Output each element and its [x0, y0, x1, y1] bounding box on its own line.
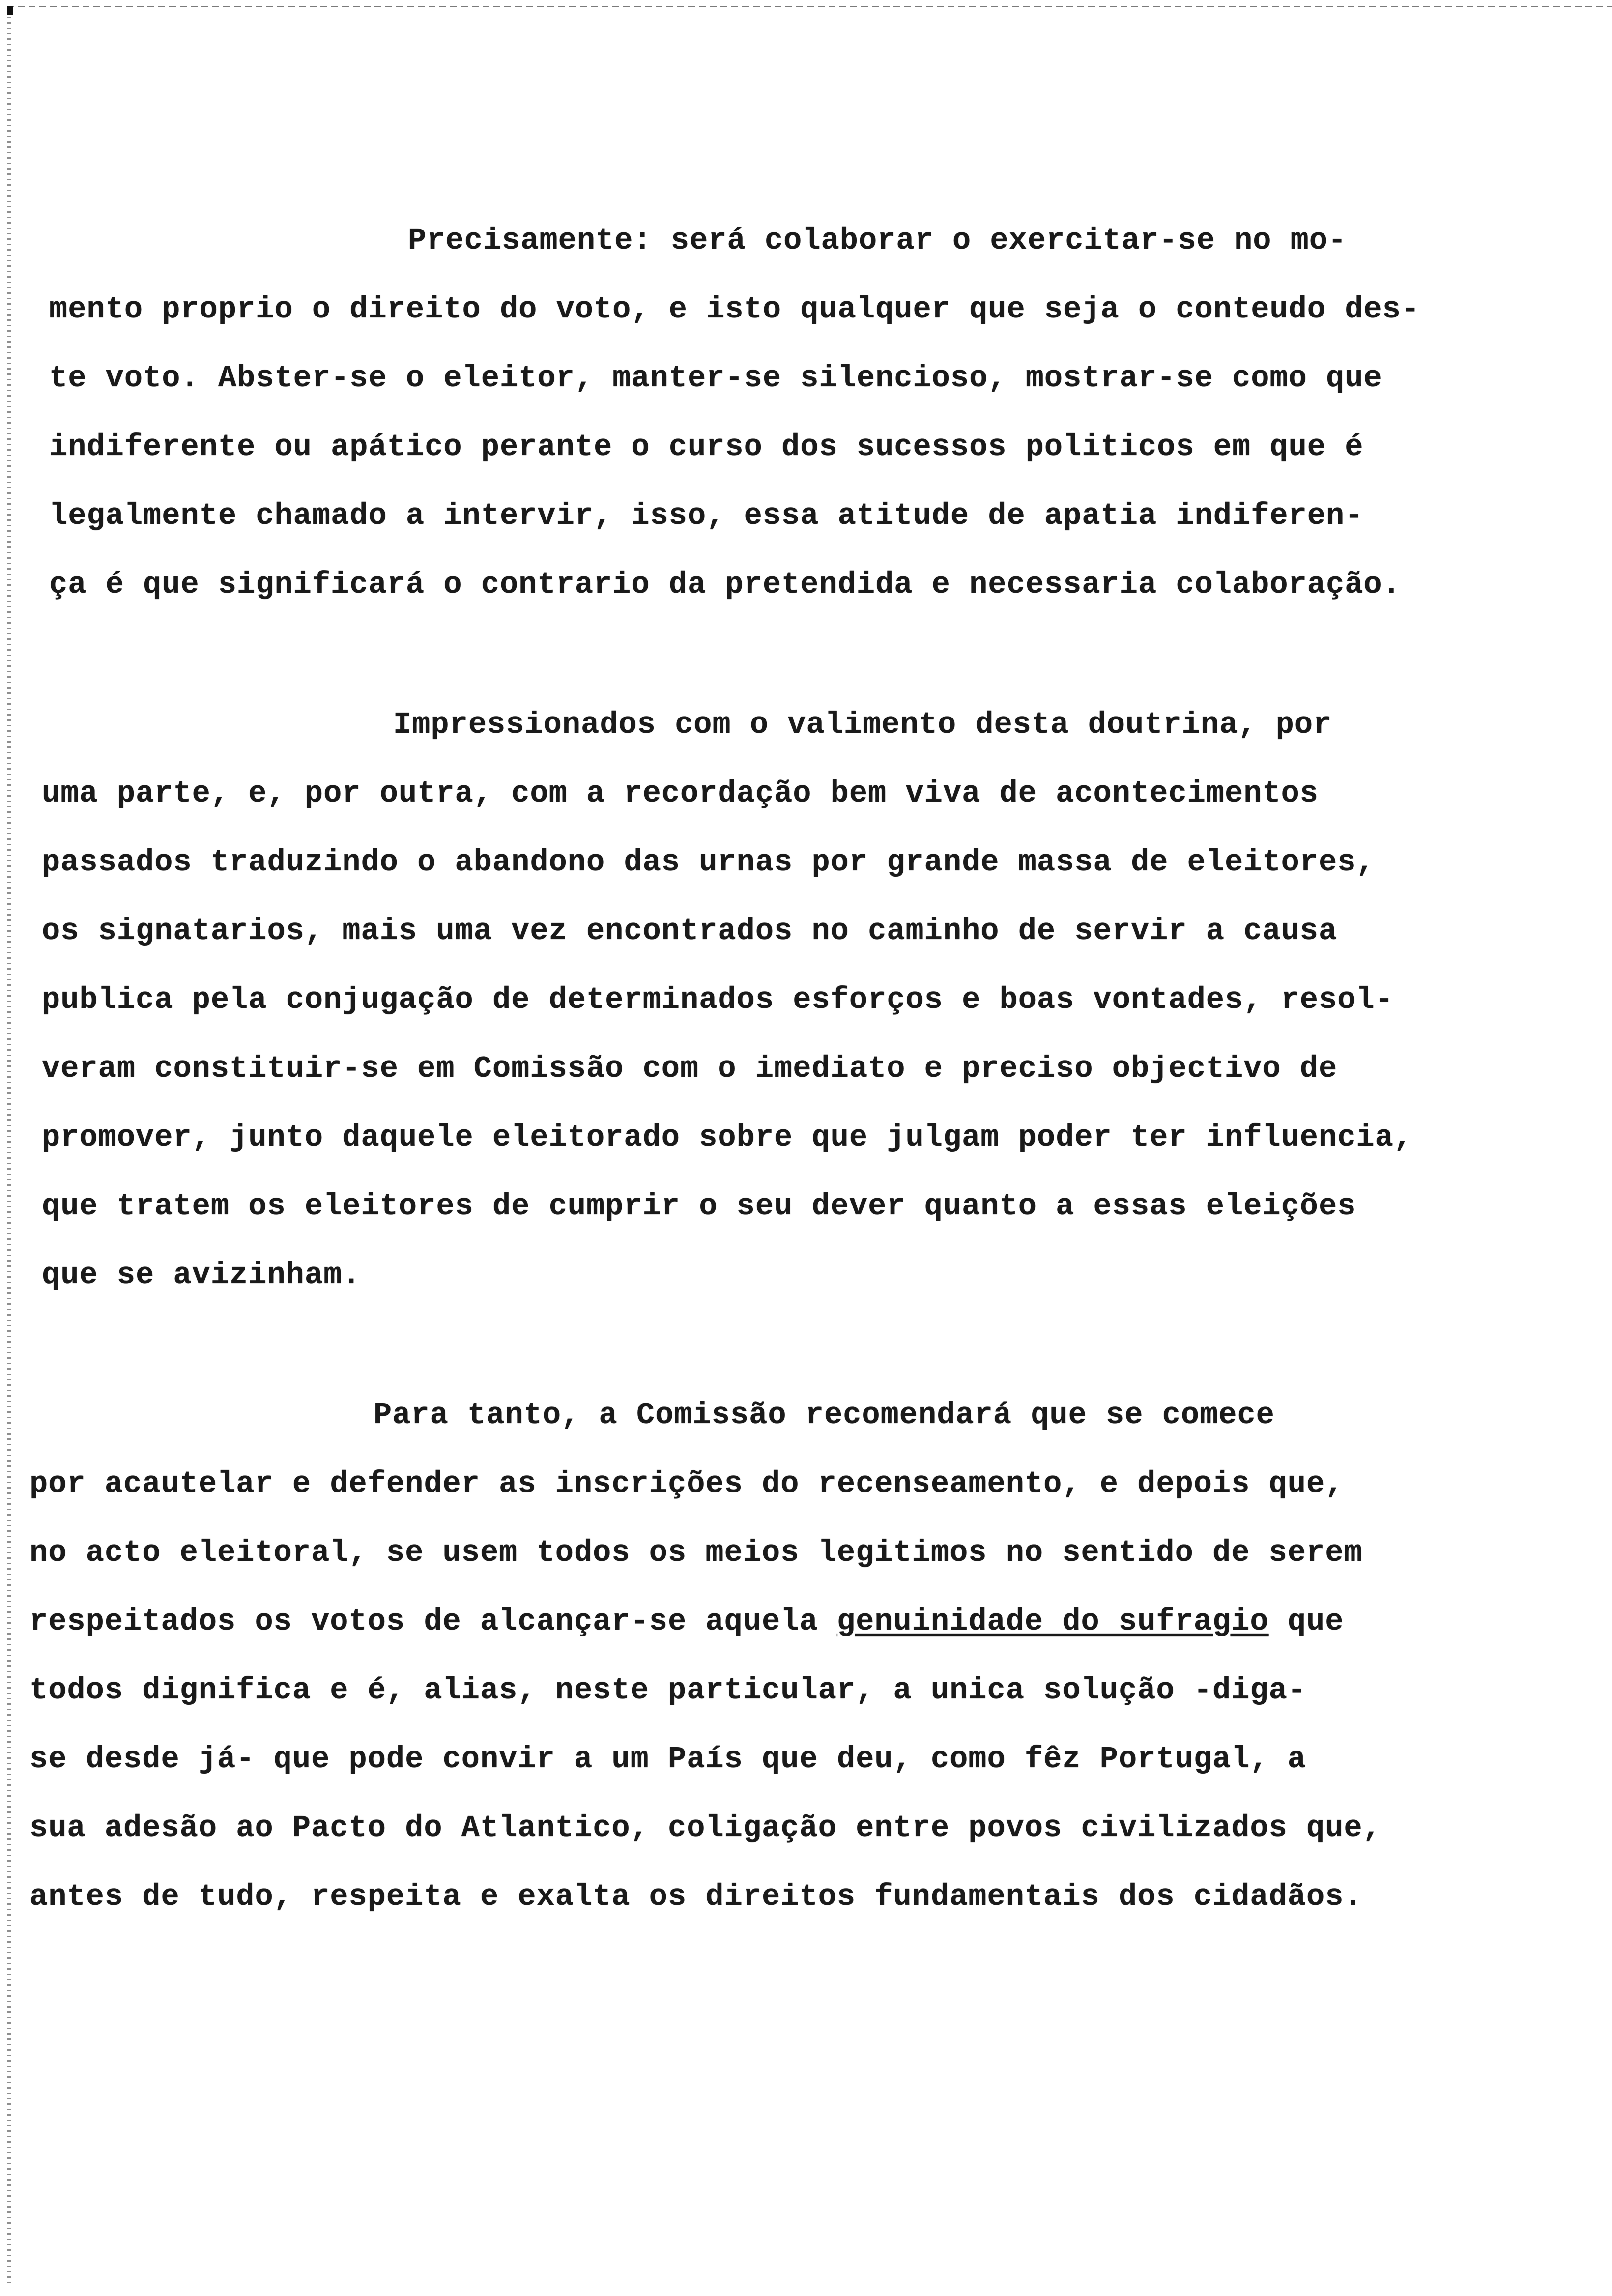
paragraph-2-line-6: veram constituir-se em Comissão com o imediato e preciso objectivo de: [42, 1051, 1338, 1086]
underlined-phrase: genuinidade do sufragio: [836, 1604, 1269, 1639]
paragraph-1-line-5: legalmente chamado a intervir, isso, essa atitude de apatia indiferen-: [49, 498, 1364, 533]
paragraph-2-line-2: uma parte, e, por outra, com a recordação bem viva de acontecimentos: [42, 776, 1319, 811]
paragraph-3-line-8: antes de tudo, respeita e exalta os direitos fundamentais dos cidadãos.: [29, 1879, 1363, 1914]
paragraph-2-line-4: os signatarios, mais uma vez encontrados no caminho de servir a causa: [42, 914, 1338, 948]
paragraph-1-line-4: indiferente ou apático perante o curso dos sucessos politicos em que é: [49, 430, 1364, 464]
paragraph-1-line-3: te voto. Abster-se o eleitor, manter-se silencioso, mostrar-se como que: [49, 361, 1382, 396]
paragraph-2-line-1: Impressionados com o valimento desta doutrina, por: [393, 707, 1332, 742]
paragraph-2-line-7: promover, junto daquele eleitorado sobre que julgam poder ter influencia,: [42, 1120, 1413, 1155]
scan-corner-mark: [7, 6, 13, 15]
line-text: respeitados os votos de alcançar-se aquela: [29, 1604, 818, 1639]
paragraph-3-line-1: Para tanto, a Comissão recomendará que se comece: [374, 1398, 1275, 1433]
paragraph-3-line-6: se desde já- que pode convir a um País que deu, como fêz Portugal, a: [29, 1742, 1307, 1777]
paragraph-1-line-6: ça é que significará o contrario da pretendida e necessaria colaboração.: [49, 567, 1401, 602]
line-text-tail: que: [1268, 1604, 1344, 1639]
paragraph-2-line-8: que tratem os eleitores de cumprir o seu dever quanto a essas eleições: [42, 1189, 1356, 1224]
paragraph-3-line-4: [29, 1605, 1344, 1639]
paragraph-1-line-2: mento proprio o direito do voto, e isto qualquer que seja o conteudo des-: [49, 292, 1420, 327]
paragraph-2-line-5: publica pela conjugação de determinados esforços e boas vontades, resol-: [42, 982, 1394, 1017]
paragraph-3-line-7: sua adesão ao Pacto do Atlantico, coligação entre povos civilizados que,: [29, 1810, 1382, 1845]
paragraph-2-line-9: que se avizinham.: [42, 1258, 361, 1292]
scan-left-edge: [7, 6, 11, 2286]
paragraph-3-line-5: todos dignifica e é, alias, neste particular, a unica solução -diga-: [29, 1673, 1307, 1708]
paragraph-3-line-3: no acto eleitoral, se usem todos os meios legitimos no sentido de serem: [29, 1535, 1363, 1570]
paragraph-2-line-3: passados traduzindo o abandono das urnas por grande massa de eleitores,: [42, 845, 1375, 880]
paragraph-3-line-2: por acautelar e defender as inscrições do recenseamento, e depois que,: [29, 1466, 1344, 1501]
paragraph-1-line-1: Precisamente: será colaborar o exercitar-se no mo-: [408, 223, 1347, 258]
scan-top-edge: [7, 6, 1612, 7]
